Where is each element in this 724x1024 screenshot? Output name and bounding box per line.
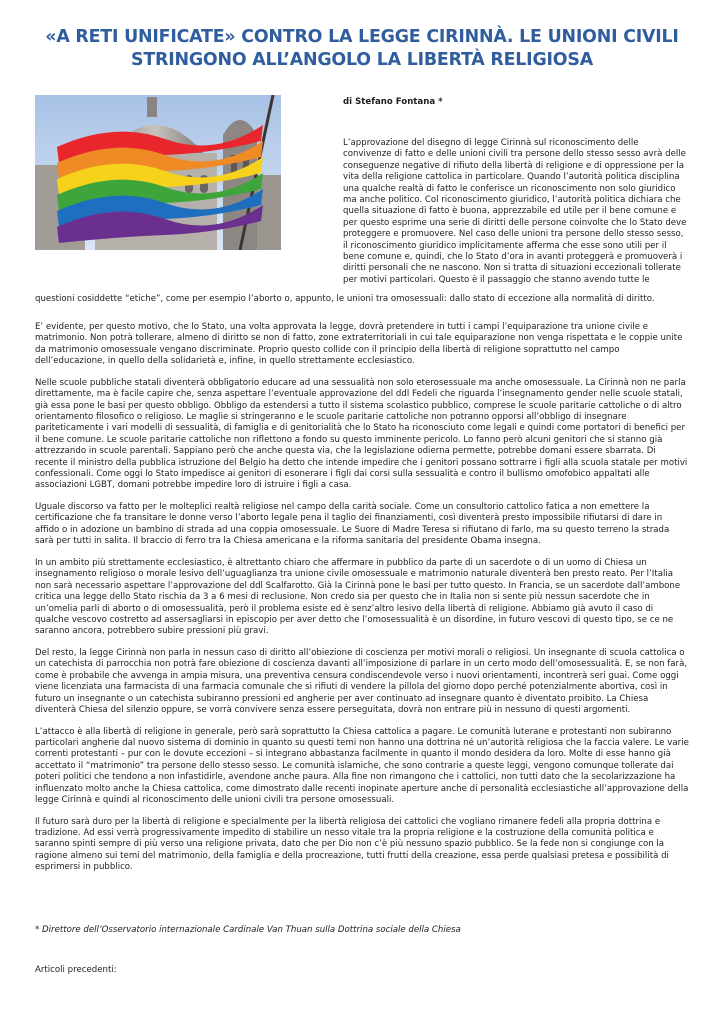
article-paragraph: Uguale discorso va fatto per le molteplici realtà religiose nel campo della carità sociale. Come un consultorio cattolico fatica a non emettere la certificazione che fa transitare le donne verso l’aborto legale pena il taglio dei finanziamenti, così diventerà presto impossibile rifiutarsi di dare in affido o in adozione un bambino di strada ad una coppia omosessuale. Le Suore di Madre Teresa si rifiutano di farlo, ma su questo terreno la strada sarà per tutti in salita. Il braccio di ferro tra la Chiesa americana e la riforma sanitaria del presidente Obama insegna. [35, 502, 670, 547]
article-intro: L’approvazione del disegno di legge Cirinnà sul riconoscimento delle convivenze di fatto e delle unioni civili tra persone dello stesso sesso avrà delle conseguenze negative di rifiuto della libertà di religione e di oppressione per la vita della religione cattolica in particolare. Quando l’autorità politica disciplina una qualche realtà di fatto le conferisce un riconoscimento non solo giuridico ma anche politico. Col riconoscimento giuridico, l’autorità politica dichiara che quella situazione di fatto è buona, apprezzabile ed utile per il bene comune e per questo esprime una serie di diritti delle persone coinvolte che lo Stato deve proteggere e promuovere. Nel caso delle unioni tra persone dello stesso sesso, il riconoscimento giuridico implicitamente afferma che esse sono utili per il bene comune e, quindi, che lo Stato d’ora in avanti proteggerà e promuoverà i diritti personali che ne nascono. Non si tratta di situazioni eccezionali tollerate per motivi particolari. Questo è il passaggio che stanno avendo tutte le [343, 138, 687, 285]
previous-articles-label: Articoli precedenti: [35, 965, 117, 975]
rainbow-flag-photo [35, 95, 281, 250]
article-body [35, 322, 689, 884]
article-paragraph: In un ambito più strettamente ecclesiastico, è altrettanto chiaro che affermare in pubblico da parte di un sacerdote o di un uomo di Chiesa un insegnamento religioso o morale lesivo dell’uguaglianza tra unione civile omosessuale e matrimonio naturale diventerà ben presto reato. Per l’Italia non sarà necessario aspettare l’approvazione del ddl Scalfarotto. Già la Cirinnà pone le basi per tutto questo. In Francia, se un sacerdote dall’ambone critica una legge dello Stato rischia da 3 a 6 mesi di reclusione. Non credo sia per questo che in Italia non si sente più nessun sacerdote che in un’omelia parli di aborto o di omosessualità, però il problema esiste ed è senz’altro lesivo della libertà di religione. Abbiamo già avuto il caso di qualche vescovo costretto ad assersagliarsi in episcopio per aver detto che l’omosessualità è un disordine, in futuro vescovi di questo tipo, se ce ne saranno ancora, potrebbero subire pressioni più gravi. [35, 557, 681, 637]
article-paragraph: L’attacco è alla libertà di religione in generale, però sarà soprattutto la Chiesa cattolica a pagare. Le comunità luterane e protestanti non subiranno particolari angherie dal nuovo sistema di dominio in quanto su questi temi non hanno una dottrina né un’autorità religiosa che la faccia valere. Le varie correnti protestanti – pur con le dovute eccezioni – si integrano abbastanza facilmente in quanto il mondo desidera da loro. Molte di esse hanno già accettato il “matrimonio” tra persone dello stesso sesso. Le comunità islamiche, che sono contrarie a queste leggi, vengono comunque tollerate dai poteri politici che tendono a non infastidirle, avendone anche paura. Alla fine non rimangono che i cattolici, non tutti dato che la secolarizzazione ha influenzato molto anche la Chiesa cattolica, come dimostrato dalle recenti inopinate aperture anche di personalità ecclesiastiche all’approvazione della legge Cirinnà e quindi al riconoscimento delle unioni civili tra persone omosessuali. [35, 726, 689, 805]
article-byline: di Stefano Fontana * [343, 97, 443, 107]
article-paragraph: Del resto, la legge Cirinnà non parla in nessun caso di diritto all’obiezione di coscienza per motivi morali o religiosi. Un insegnante di scuola cattolica o un catechista di parrocchia non potrà fare obiezione di coscienza davanti all’imposizione di parlare in un certo modo dell’omosessualità. E, se non farà, come è probabile che avvenga in ampia misura, una preventiva censura condiscendevole verso i nuovi orientamenti, incontrerà seri guai. Come oggi viene licenziata una farmacista di una farmacia comunale che si rifiuti di vendere la pillola del giorno dopo perché potenzialmente abortiva, così in futuro un insegnante o un catechista subiranno pressioni ed angherie per aver continuato ad insegnare quanto è diventato proibito. La Chiesa diventerà Chiesa del silenzio oppure, se vorrà convivere senza essere perseguitata, dovrà non entrare più in nessuno di questi argomenti. [35, 647, 688, 715]
article-title [40, 26, 684, 72]
article-paragraph: E’ evidente, per questo motivo, che lo Stato, una volta approvata la legge, dovrà pretendere in tutti i campi l’equiparazione tra unione civile e matrimonio. Non potrà tollerare, almeno di diritto se non di fatto, zone extraterritoriali in cui tale equiparazione non venga rispettata e le coppie unite da matrimonio omosessuale vengano discriminate. Proprio questo collide con il principio della libertà di religione soprattutto nel campo dell’educazione, in quello della solidarietà e, infine, in quello strettamente ecclesiastico. [35, 322, 683, 367]
article-title-line-2: STRINGONO ALL’ANGOLO LA LIBERTÀ RELIGIOSA [131, 50, 593, 70]
article-title-line-1: «A RETI UNIFICATE» CONTRO LA LEGGE CIRINNÀ. LE UNIONI CIVILI [45, 27, 679, 47]
article-paragraph: Il futuro sarà duro per la libertà di religione e specialmente per la libertà religiosa dei cattolici che vogliano rimanere fedeli alla propria dottrina e tradizione. Ad essi verrà progressivamente impedito di stabilire un nesso vitale tra la propria religione e la costruzione della comunità politica e saranno spinti sempre di più verso una religione privata, dato che per Dio non c’è più nessuno spazio pubblico. Se la fede non si congiunge con la ragione almeno sui temi del matrimonio, della famiglia e della procreazione, tutti frutti della creazione, essa perde qualsiasi pretesa e possibilità di esprimersi in pubblico. [35, 816, 669, 873]
article-paragraph: Nelle scuole pubbliche statali diventerà obbligatorio educare ad una sessualità non solo eterosessuale ma anche omosessuale. La Cirinnà non ne parla direttamente, ma è facile capire che, senza aspettare l’eventuale approvazione del ddl Fedeli che riguarda l’insegnamento gender nelle scuole statali, già essa pone le basi per questo obbligo. Obbligo da estendersi a tutto il sistema scolastico pubblico, comprese le scuole paritarie cattoliche o di altro orientamento filosofico o religioso. Le maglie si stringeranno e le scuole paritarie cattoliche non potranno opporsi all’obbligo di insegnare pariteticamente i vari modelli di sessualità, di famiglia e di genitorialità che lo Stato ha riconosciuto come legali e quindi come portatori di benefici per il bene comune. Le scuole paritarie cattoliche non riflettono a fondo su questo imminente pericolo. Lo fanno però alcuni genitori che si stanno già attrezzando in scuole parentali. Sappiano però che anche questa via, che la legislazione odierna permette, potrebbe domani essere sbarrata. Di recente il ministro della pubblica istruzione del Belgio ha detto che intende impedire che i genitori possano sottrarre i figli alla scuola statale per motivi confessionali. Come oggi lo Stato impedisce ai genitori di esonerare i figli dai corsi sulla sessualità e contro il bullismo omofobico appaltati alle associazioni LGBT, domani potrebbe impedire loro di istruire i figli a casa. [35, 377, 688, 491]
author-footnote: * Direttore dell’Osservatorio internazionale Cardinale Van Thuan sulla Dottrina sociale della Chiesa [35, 925, 461, 935]
article-intro-tail: questioni cosiddette “etiche”, come per esempio l’aborto o, appunto, le unioni tra omosessuali: dallo stato di eccezione alla normalità di diritto. [35, 294, 655, 304]
